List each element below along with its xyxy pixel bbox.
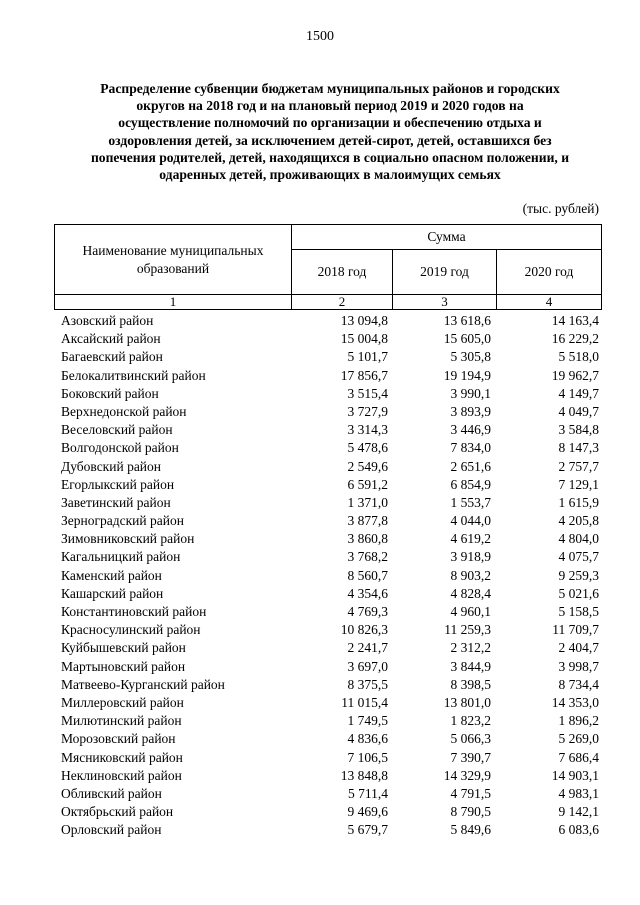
page-number: 1500 (306, 29, 334, 44)
table-row (54, 367, 601, 385)
value-2020: 3 584,8 (558, 422, 599, 438)
value-2019: 8 398,5 (450, 676, 491, 692)
value-2018: 13 848,8 (340, 767, 388, 783)
value-2019: 5 305,8 (450, 349, 491, 365)
table-row (54, 421, 601, 439)
title-line: округов на 2018 год и на плановый период 2019 и 2020 годов на (136, 98, 524, 114)
district-name: Куйбышевский район (61, 640, 186, 656)
value-2018: 5 679,7 (347, 822, 388, 838)
value-2019: 1 553,7 (450, 494, 491, 510)
column-number-3: 3 (393, 295, 497, 310)
value-2019: 5 849,6 (450, 822, 491, 838)
table-row (54, 712, 601, 730)
district-name: Кашарский район (61, 585, 164, 601)
value-2020: 6 083,6 (558, 822, 599, 838)
header-sum: Сумма (292, 225, 602, 250)
value-2018: 4 769,3 (347, 604, 388, 619)
value-2020: 5 021,6 (558, 585, 599, 601)
value-2018: 3 727,9 (347, 403, 388, 419)
table-row (54, 585, 601, 603)
value-2020: 9 142,1 (558, 804, 599, 820)
table-row (54, 803, 601, 821)
table-row (54, 639, 601, 657)
district-name: Мартыновский район (61, 658, 186, 674)
table-row (54, 821, 601, 839)
district-name: Константиновский район (61, 604, 207, 619)
value-2018: 2 549,6 (347, 458, 388, 474)
title-line: осуществление полномочий по организации и обеспечению отдыха и (118, 115, 542, 131)
value-2020: 19 962,7 (551, 367, 599, 383)
table-row (54, 694, 601, 712)
value-2019: 4 960,1 (450, 604, 491, 619)
district-name: Аксайский район (61, 331, 161, 347)
value-2020: 5 269,0 (558, 731, 599, 747)
value-2018: 5 711,4 (348, 785, 388, 801)
district-name: Каменский район (61, 567, 162, 583)
district-name: Красносулинский район (61, 622, 201, 638)
value-2020: 14 163,4 (551, 313, 599, 328)
value-2020: 1 896,2 (558, 713, 599, 729)
value-2020: 4 205,8 (558, 513, 599, 529)
value-2019: 3 893,9 (450, 403, 491, 419)
table-row (54, 385, 601, 403)
value-2020: 8 734,4 (558, 676, 599, 692)
value-2019: 8 790,5 (450, 804, 491, 820)
header-name-line2: образований (136, 260, 210, 276)
value-2019: 7 390,7 (450, 749, 491, 765)
district-name: Азовский район (61, 313, 154, 328)
district-name: Морозовский район (61, 731, 176, 747)
value-2019: 13 618,6 (443, 313, 491, 328)
value-2019: 13 801,0 (443, 694, 491, 710)
value-2019: 6 854,9 (450, 476, 491, 492)
value-2019: 3 918,9 (450, 549, 491, 565)
value-2018: 1 749,5 (347, 713, 388, 729)
header-year-2018: 2018 год (292, 250, 393, 295)
table-row (54, 548, 601, 566)
table-row (54, 658, 601, 676)
district-name: Веселовский район (61, 422, 173, 438)
value-2019: 19 194,9 (443, 367, 491, 383)
table-row (54, 567, 601, 585)
header-year-2019: 2019 год (393, 250, 497, 295)
table-row (54, 439, 601, 457)
district-name: Егорлыкский район (61, 476, 175, 492)
document-title (60, 80, 600, 183)
value-2020: 2 404,7 (558, 640, 599, 656)
table-row (54, 458, 601, 476)
title-line: Распределение субвенции бюджетам муниципальных районов и городских (100, 81, 560, 96)
district-name: Кагальницкий район (61, 549, 181, 565)
value-2018: 3 768,2 (347, 549, 388, 565)
table-row (54, 749, 601, 767)
table-body (54, 312, 601, 839)
table-row (54, 621, 601, 639)
value-2019: 3 990,1 (450, 385, 491, 401)
table-row (54, 494, 601, 512)
value-2018: 4 836,6 (347, 731, 388, 747)
value-2019: 4 619,2 (450, 531, 491, 547)
district-name: Миллеровский район (61, 694, 184, 710)
district-name: Белокалитвинский район (61, 367, 206, 383)
table-header (54, 224, 602, 310)
value-2019: 4 828,4 (450, 585, 491, 601)
district-name: Обливский район (61, 785, 162, 801)
value-2020: 8 147,3 (558, 440, 599, 456)
value-2018: 15 004,8 (340, 331, 388, 347)
value-2020: 14 353,0 (551, 694, 599, 710)
district-name: Орловский район (61, 822, 162, 838)
header-year-2020: 2020 год (497, 250, 602, 295)
column-number-1: 1 (55, 295, 292, 310)
table-row (54, 312, 601, 330)
value-2019: 3 446,9 (450, 422, 491, 438)
value-2018: 5 101,7 (347, 349, 388, 365)
value-2020: 4 804,0 (558, 531, 599, 547)
value-2019: 1 823,2 (450, 713, 491, 729)
district-name: Зимовниковский район (61, 531, 195, 547)
table-row (54, 403, 601, 421)
table-row (54, 603, 601, 621)
value-2018: 7 106,5 (347, 749, 388, 765)
value-2018: 3 314,3 (347, 422, 388, 438)
units-label: (тыс. рублей) (522, 201, 599, 216)
table-row (54, 348, 601, 366)
district-name: Неклиновский район (61, 767, 182, 783)
district-name: Боковский район (61, 385, 159, 401)
value-2018: 10 826,3 (340, 622, 388, 638)
column-number-4: 4 (497, 295, 602, 310)
table-row (54, 330, 601, 348)
value-2020: 1 615,9 (558, 494, 599, 510)
value-2019: 4 791,5 (450, 785, 491, 801)
value-2018: 17 856,7 (340, 367, 388, 383)
district-name: Дубовский район (61, 458, 162, 474)
value-2018: 1 371,0 (347, 494, 388, 510)
title-line: одаренных детей, проживающих в малоимущих семьях (159, 167, 501, 183)
value-2018: 11 015,4 (341, 694, 388, 710)
district-name: Багаевский район (61, 349, 163, 365)
value-2018: 6 591,2 (347, 476, 388, 492)
value-2019: 2 312,2 (450, 640, 491, 656)
value-2019: 11 259,3 (444, 622, 491, 638)
value-2018: 3 515,4 (347, 385, 388, 401)
value-2020: 3 998,7 (558, 658, 599, 674)
table-row (54, 676, 601, 694)
value-2018: 4 354,6 (347, 585, 388, 601)
table-row (54, 730, 601, 748)
district-name: Зерноградский район (61, 513, 184, 529)
title-line: попечения родителей, детей, находящихся в социально опасном положении, и (90, 149, 570, 165)
district-name: Мясниковский район (61, 749, 183, 765)
value-2019: 3 844,9 (450, 658, 491, 674)
value-2020: 16 229,2 (551, 331, 599, 347)
value-2020: 11 709,7 (552, 622, 599, 638)
table-row (54, 512, 601, 530)
value-2018: 8 560,7 (347, 567, 388, 583)
value-2019: 2 651,6 (450, 458, 491, 474)
value-2020: 4 983,1 (558, 785, 599, 801)
value-2020: 9 259,3 (558, 567, 599, 583)
district-name: Заветинский район (61, 494, 171, 510)
value-2018: 3 697,0 (347, 658, 388, 674)
table-row (54, 476, 601, 494)
value-2020: 7 686,4 (558, 749, 599, 765)
value-2020: 4 149,7 (558, 385, 599, 401)
value-2018: 8 375,5 (347, 676, 388, 692)
value-2018: 13 094,8 (340, 313, 388, 328)
value-2018: 3 877,8 (347, 513, 388, 529)
district-name: Верхнедонской район (61, 403, 187, 419)
value-2020: 4 075,7 (558, 549, 599, 565)
value-2018: 5 478,6 (347, 440, 388, 456)
value-2018: 3 860,8 (347, 531, 388, 547)
value-2019: 15 605,0 (443, 331, 491, 347)
district-name: Волгодонской район (61, 440, 179, 456)
value-2018: 9 469,6 (347, 804, 388, 820)
column-number-2: 2 (292, 295, 393, 310)
value-2020: 4 049,7 (558, 403, 599, 419)
district-name: Милютинский район (61, 713, 182, 729)
table-row (54, 767, 601, 785)
title-line: оздоровления детей, за исключением детей-сирот, детей, оставшихся без (108, 132, 552, 148)
header-name-line1: Наименование муниципальных (82, 242, 264, 258)
value-2020: 5 518,0 (558, 349, 599, 365)
value-2019: 5 066,3 (450, 731, 491, 747)
district-name: Октябрьский район (61, 804, 174, 820)
value-2020: 14 903,1 (551, 767, 599, 783)
value-2019: 4 044,0 (450, 513, 491, 529)
value-2020: 2 757,7 (558, 458, 599, 474)
table-row (54, 785, 601, 803)
value-2018: 2 241,7 (347, 640, 388, 656)
value-2020: 5 158,5 (558, 604, 599, 619)
header-name-column (55, 225, 292, 295)
value-2019: 14 329,9 (443, 767, 491, 783)
value-2019: 8 903,2 (450, 567, 491, 583)
value-2019: 7 834,0 (450, 440, 491, 456)
value-2020: 7 129,1 (558, 476, 599, 492)
district-name: Матвеево-Курганский район (61, 676, 225, 692)
table-row (54, 530, 601, 548)
